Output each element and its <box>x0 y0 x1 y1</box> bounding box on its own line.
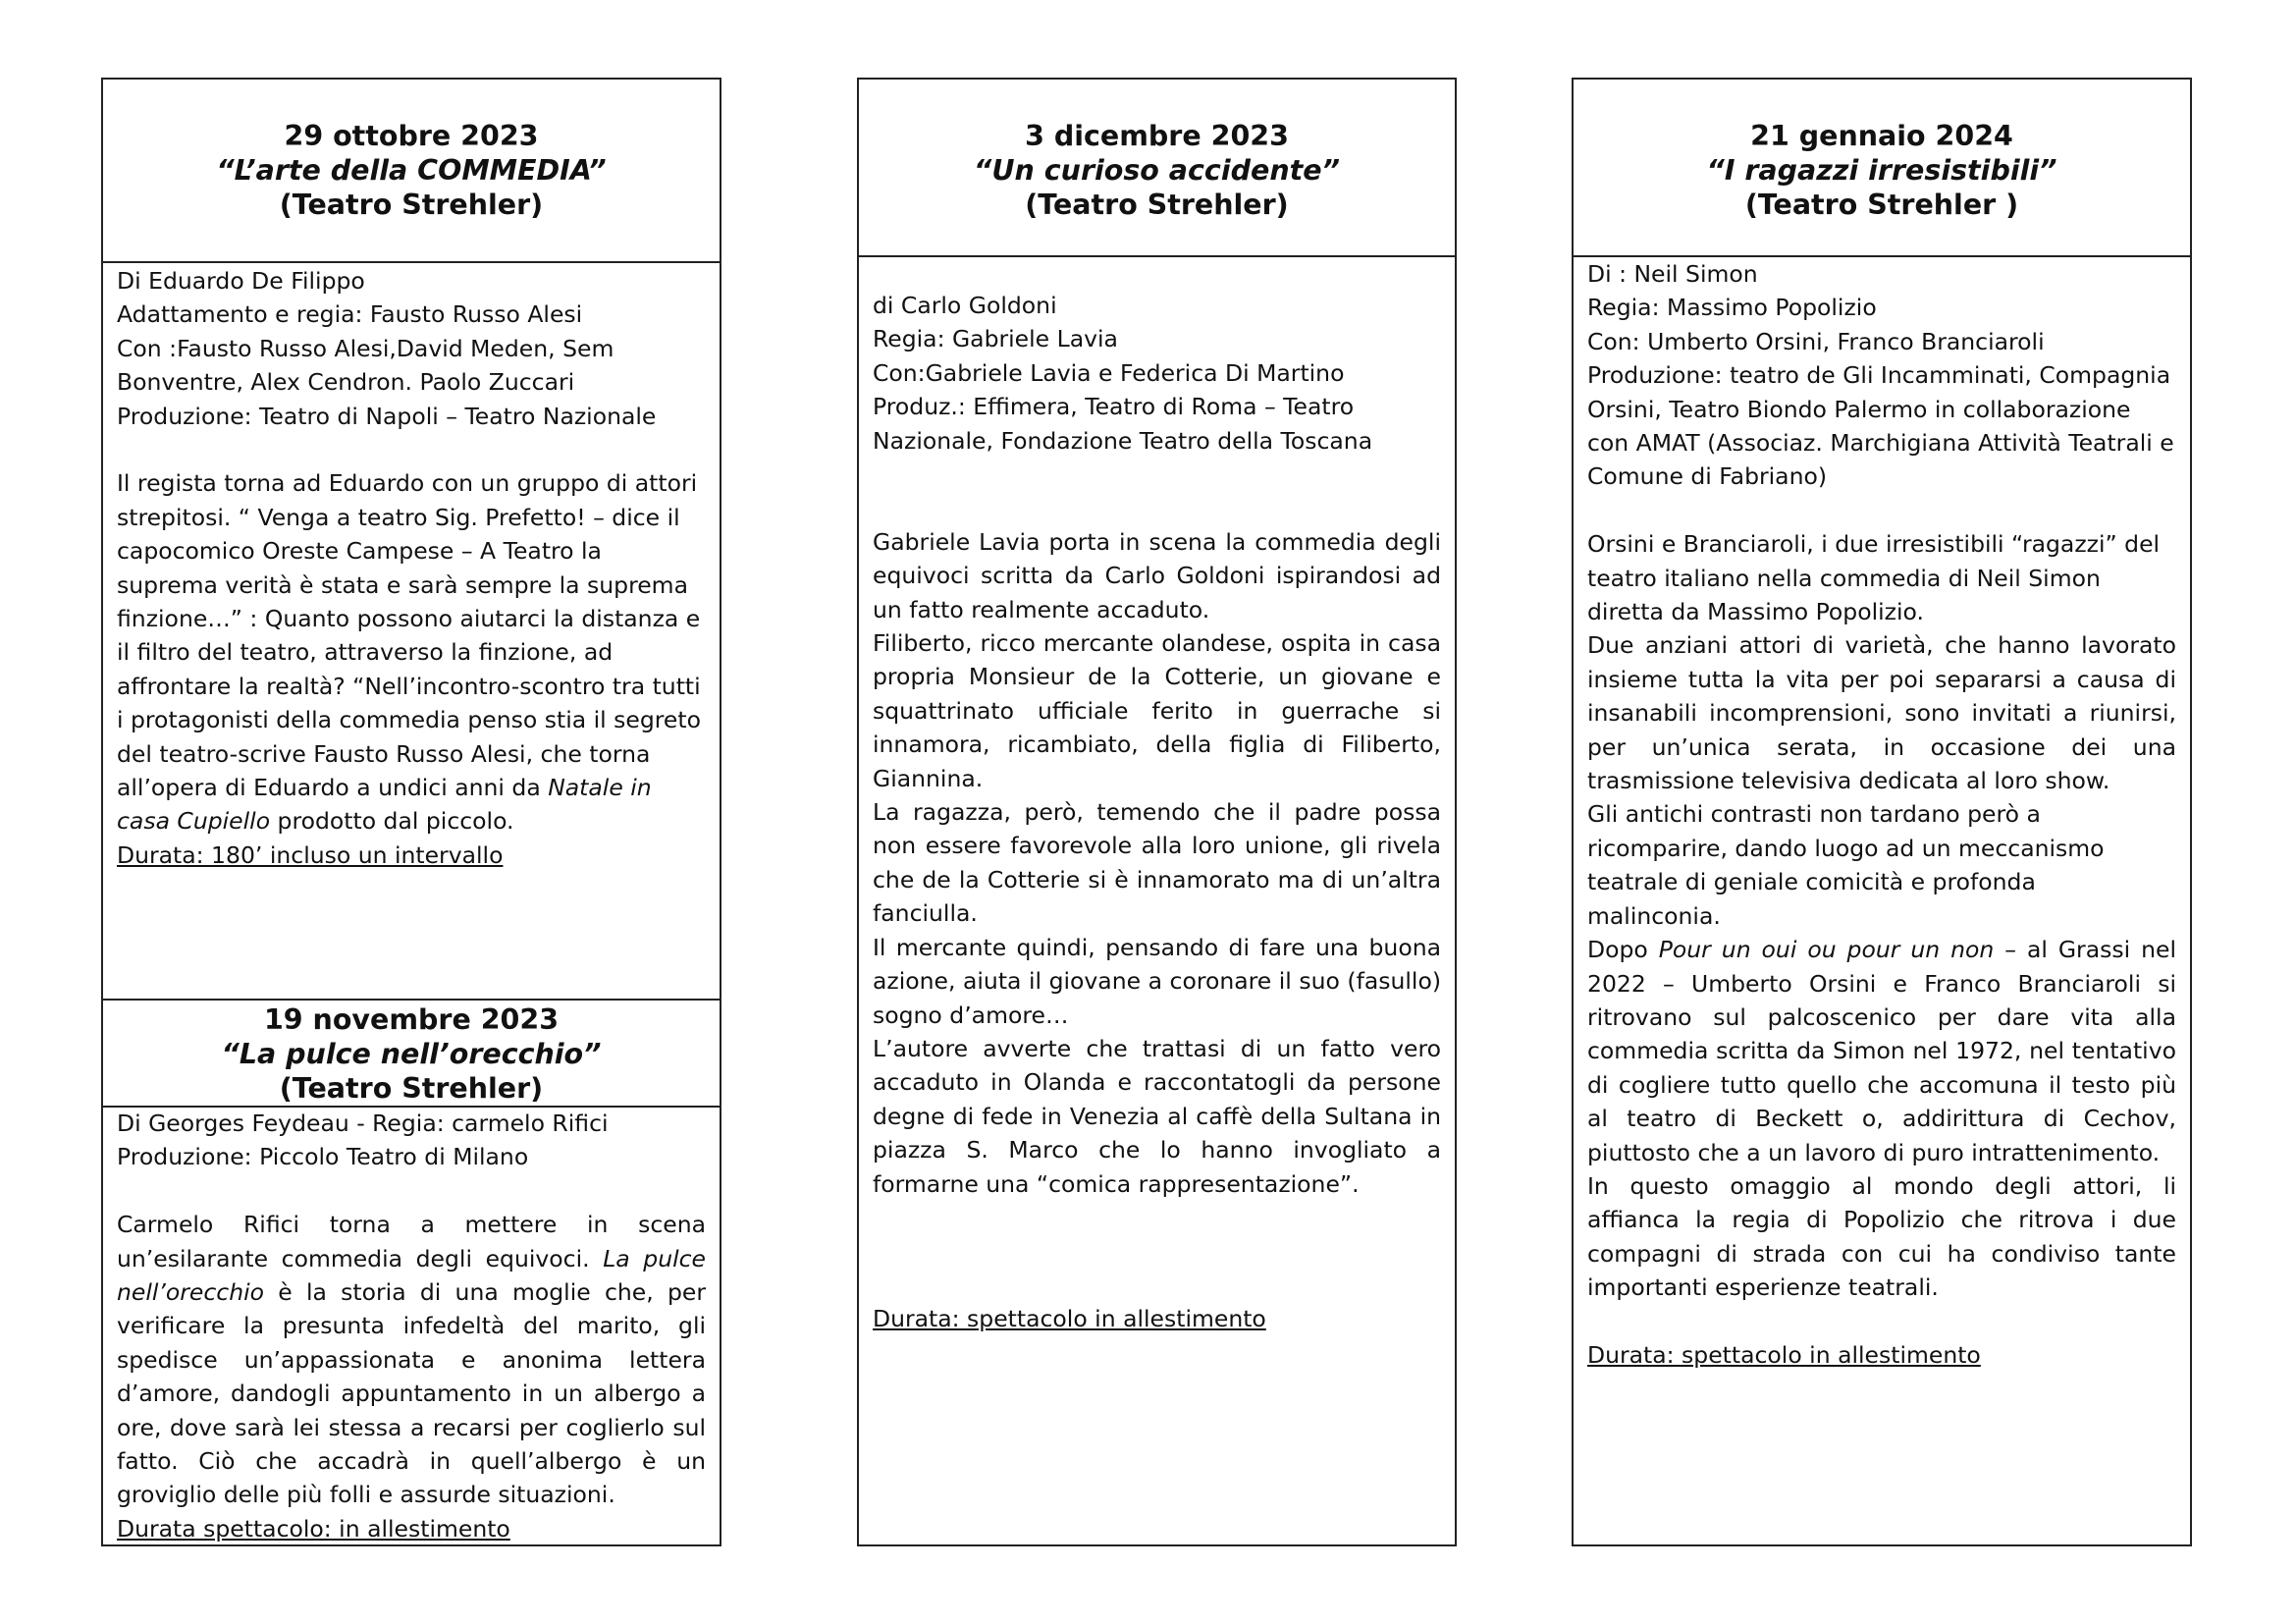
credit-line: Produzione: teatro de Gli Incamminati, Compagnia Orsini, Teatro Biondo Palermo in collaborazione con AMAT (Associaz. Marchigiana Attività Teatrali e Comune di Fabriano) <box>1587 361 2174 491</box>
show-description: Il regista torna ad Eduardo con un gruppo di attori strepitosi. “ Venga a teatro Sig. Prefetto! – dice il capocomico Oreste Campese – A Teatro la suprema verità è stata e sarà sempre la suprema finzione…” : Quanto possono aiutarci la distanza e il filtro del teatro, attraverso la finzione, ad affrontare la realtà? “Nell’incontro-scontro tra tutti i protagonisti della commedia penso stia il segreto del teatro-scrive Fausto Russo Alesi, che torna all’opera di Eduardo a undici anni da Natale in casa Cupiello prodotto dal piccolo. <box>117 469 701 836</box>
credit-line: Regia: Massimo Popolizio <box>1587 294 1877 322</box>
show-paragraph: In questo omaggio al mondo degli attori, li affianca la regia di Popolizio che ritrova i due compagni di strada con cui ha condiviso tante importanti esperienze teatrali. <box>1587 1171 2176 1302</box>
show-duration: Durata: spettacolo in allestimento <box>1587 1340 1981 1369</box>
credit-line: Con: Umberto Orsini, Franco Branciaroli <box>1587 327 2045 355</box>
show-title: “La pulce nell’orecchio” <box>221 1038 602 1070</box>
show-date: 3 dicembre 2023 <box>1025 120 1289 152</box>
credit-line: Di Eduardo De Filippo <box>117 267 365 295</box>
show-venue: (Teatro Strehler) <box>279 189 544 221</box>
column-3 <box>1572 78 2192 1546</box>
show-paragraph: Dopo Pour un oui ou pour un non – al Grassi nel 2022 – Umberto Orsini e Franco Branciaroli si ritrovano sul palcoscenico per dare vita alla commedia scritta da Simon nel 1972, nel tentativo di cogliere tutto quello che accomuna il testo più al teatro di Beckett o, addirittura di Cechov, piuttosto che a un lavoro di puro intrattenimento. <box>1587 936 2176 1166</box>
show-venue: (Teatro Strehler) <box>279 1072 544 1105</box>
show-title: “L’arte della COMMEDIA” <box>216 154 607 187</box>
show-paragraph: Orsini e Branciaroli, i due irresistibili “ragazzi” del teatro italiano nella commedia di Neil Simon diretta da Massimo Popolizio. <box>1587 530 2161 626</box>
italic-work-title: Pour un oui ou pour un non <box>1658 936 1995 964</box>
italic-work-title: La pulce nell’orecchio <box>117 1244 706 1307</box>
show-duration: Durata: spettacolo in allestimento <box>873 1305 1266 1333</box>
show-header <box>1574 80 2190 257</box>
show-title: “Un curioso accidente” <box>974 154 1340 187</box>
credit-line: Di : Neil Simon <box>1587 260 1758 288</box>
show-body <box>117 264 706 872</box>
show-header <box>103 999 720 1108</box>
show-paragraph: L’autore avverte che trattasi di un fatto vero accaduto in Olanda e raccontatogli da persone degne di fede in Venezia al caffè della Sultana in piazza S. Marco che lo hanno invogliato a formarne una “comica rappresentazione”. <box>873 1034 1441 1198</box>
show-description: Carmelo Rifici torna a mettere in scena un’esilarante commedia degli equivoci. La pulce nell’orecchio è la storia di una moglie che, per verificare la presunta infedeltà del marito, gli spedisce un’appassionata e anonima lettera d’amore, dandogli appuntamento in un albergo a ore, dove sarà lei stessa a recarsi per coglierlo sul fatto. Ciò che accadrà in quell’albergo è un groviglio delle più folli e assurde situazioni. <box>117 1211 706 1509</box>
show-paragraph: Due anziani attori di varietà, che hanno lavorato insieme tutta la vita per poi separarsi a causa di insanabili incomprensioni, sono invitati a riunirsi, per un’unica serata, in occasione dei una trasmissione televisiva dedicata al loro show. <box>1587 631 2176 795</box>
credit-line: Produzione: Teatro di Napoli – Teatro Nazionale <box>117 402 657 430</box>
show-venue: (Teatro Strehler) <box>1025 189 1289 221</box>
show-paragraph: Gli antichi contrasti non tardano però a ricomparire, dando luogo ad un meccanismo teatrale di geniale comicità e profonda malinconia. <box>1587 800 2105 930</box>
show-title: “I ragazzi irresistibili” <box>1706 154 2057 187</box>
credit-line: Con:Gabriele Lavia e Federica Di Martino <box>873 358 1345 387</box>
column-1 <box>101 78 721 1546</box>
italic-work-title: Natale in casa Cupiello <box>117 774 652 836</box>
credit-line: Produz.: Effimera, Teatro di Roma – Teatro Nazionale, Fondazione Teatro della Toscana <box>873 393 1373 455</box>
show-date: 29 ottobre 2023 <box>284 120 539 152</box>
credit-line: Con :Fausto Russo Alesi,David Meden, Sem Bonventre, Alex Cendron. Paolo Zuccari <box>117 334 614 397</box>
show-date: 19 novembre 2023 <box>263 1003 560 1036</box>
credit-line: di Carlo Goldoni <box>873 292 1057 319</box>
show-duration: Durata spettacolo: in allestimento <box>117 1514 510 1543</box>
show-date: 21 gennaio 2024 <box>1750 120 2013 152</box>
show-header <box>859 80 1455 257</box>
show-body <box>1587 257 2176 1372</box>
credit-line: Adattamento e regia: Fausto Russo Alesi <box>117 300 583 329</box>
credit-line: Produzione: Piccolo Teatro di Milano <box>117 1143 529 1171</box>
show-body <box>117 1107 706 1545</box>
show-paragraph: Il mercante quindi, pensando di fare una buona azione, aiuta il giovane a coronare il suo (fasullo) sogno d’amore… <box>873 933 1441 1029</box>
show-header <box>103 80 720 263</box>
show-venue: (Teatro Strehler ) <box>1744 189 2019 221</box>
credit-line: Di Georges Feydeau - Regia: carmelo Rifici <box>117 1110 609 1137</box>
show-body <box>873 289 1441 1336</box>
show-paragraph: La ragazza, però, temendo che il padre possa non essere favorevole alla loro unione, gli rivela che de la Cotterie si è innamorato ma di un’altra fanciulla. <box>873 798 1441 928</box>
column-2 <box>857 78 1457 1546</box>
show-paragraph: Gabriele Lavia porta in scena la commedia degli equivoci scritta da Carlo Goldoni ispirandosi ad un fatto realmente accaduto. <box>873 527 1441 623</box>
show-paragraph: Filiberto, ricco mercante olandese, ospita in casa propria Monsieur de la Cotterie, un giovane e squattrinato ufficiale ferito in guerrache si innamora, ricambiato, della figlia di Filiberto, Giannina. <box>873 629 1441 792</box>
show-duration: Durata: 180’ incluso un intervallo <box>117 840 504 869</box>
credit-line: Regia: Gabriele Lavia <box>873 325 1118 353</box>
